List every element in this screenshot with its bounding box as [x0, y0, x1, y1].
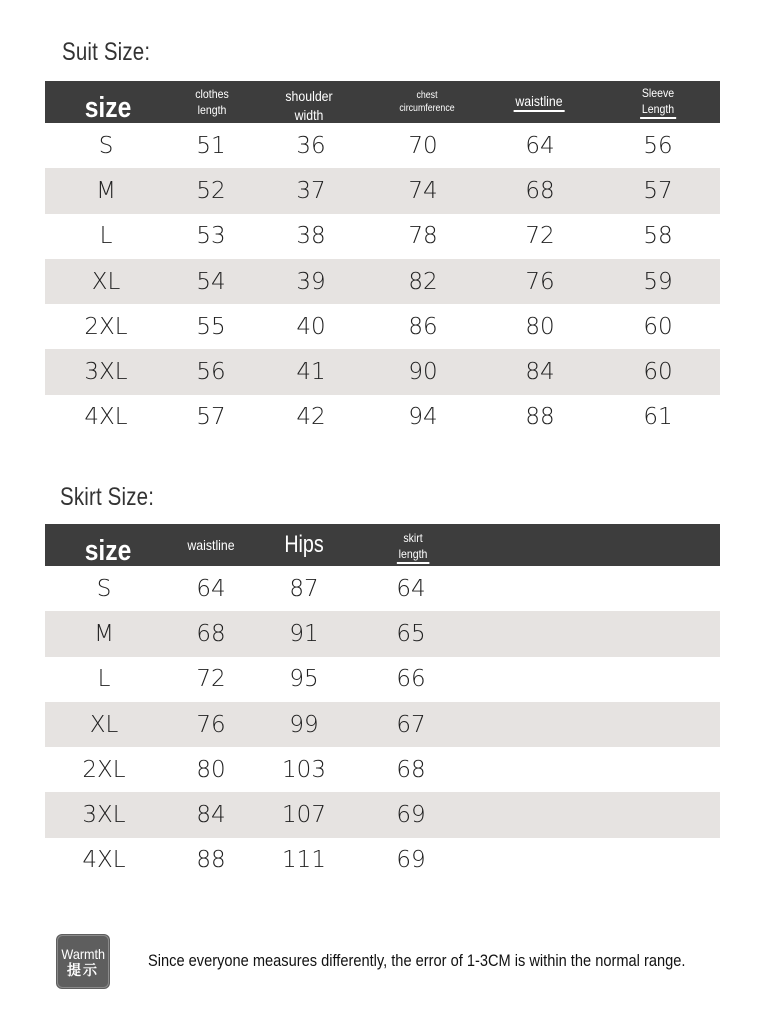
- skirt-table-header: [45, 524, 720, 566]
- suit-size-title: Suit Size:: [62, 38, 151, 66]
- size-cell: XL: [89, 711, 119, 738]
- skirt-header-hips: Hips: [284, 530, 324, 558]
- suit-header-waistline: waistline: [514, 81, 565, 123]
- measurement-note: Since everyone measures differently, the error of 1-3CM is within the normal range.: [148, 951, 686, 970]
- measurement-cell: 36: [296, 132, 326, 159]
- measurement-cell: 80: [196, 756, 226, 783]
- suit-header-shoulder-width: shoulder width: [285, 88, 333, 123]
- measurement-cell: 72: [196, 666, 226, 693]
- measurement-cell: 37: [296, 177, 326, 204]
- suit-size-table: [45, 81, 720, 440]
- measurement-cell: 88: [525, 404, 555, 431]
- measurement-cell: 78: [408, 223, 438, 250]
- suit-header-size: size: [84, 92, 132, 125]
- table-row: [45, 657, 720, 702]
- measurement-cell: 38: [296, 223, 326, 250]
- skirt-header-size: size: [84, 535, 132, 568]
- skirt-header-skirt-length: skirt length: [397, 524, 429, 566]
- measurement-cell: 68: [525, 177, 555, 204]
- measurement-cell: 52: [196, 177, 226, 204]
- measurement-cell: 39: [296, 268, 326, 295]
- measurement-cell: 107: [282, 802, 326, 829]
- size-cell: M: [94, 620, 114, 647]
- measurement-cell: 42: [296, 404, 326, 431]
- size-cell: 2XL: [82, 756, 126, 783]
- size-cell: M: [96, 177, 116, 204]
- size-cell: L: [99, 223, 113, 250]
- table-row: [45, 395, 720, 440]
- measurement-cell: 91: [289, 620, 319, 647]
- suit-header-chest-circumference: chest circumference: [399, 89, 455, 114]
- measurement-cell: 61: [643, 404, 673, 431]
- measurement-cell: 64: [396, 575, 426, 602]
- measurement-cell: 56: [643, 132, 673, 159]
- table-row: [45, 214, 720, 259]
- measurement-cell: 86: [408, 313, 438, 340]
- measurement-cell: 54: [196, 268, 226, 295]
- measurement-cell: 90: [408, 359, 438, 386]
- measurement-cell: 68: [396, 756, 426, 783]
- measurement-cell: 53: [196, 223, 226, 250]
- table-row: [45, 259, 720, 304]
- measurement-cell: 95: [289, 666, 319, 693]
- size-cell: 4XL: [82, 847, 126, 874]
- measurement-cell: 99: [289, 711, 319, 738]
- measurement-cell: 65: [396, 620, 426, 647]
- size-cell: 3XL: [82, 802, 126, 829]
- measurement-cell: 68: [196, 620, 226, 647]
- table-row: [45, 123, 720, 168]
- table-row: [45, 304, 720, 349]
- table-row: [45, 747, 720, 792]
- warmth-tip-logo: [56, 934, 110, 989]
- size-cell: 4XL: [84, 404, 128, 431]
- size-cell: 2XL: [84, 313, 128, 340]
- measurement-cell: 51: [196, 132, 226, 159]
- measurement-cell: 69: [396, 802, 426, 829]
- measurement-cell: 64: [196, 575, 226, 602]
- logo-text-warmth: Warmth: [61, 945, 105, 962]
- skirt-table-body: [45, 566, 720, 883]
- measurement-cell: 103: [282, 756, 326, 783]
- measurement-cell: 88: [196, 847, 226, 874]
- measurement-cell: 58: [643, 223, 673, 250]
- table-row: [45, 838, 720, 883]
- table-row: [45, 168, 720, 213]
- size-cell: 3XL: [84, 359, 128, 386]
- measurement-cell: 60: [643, 359, 673, 386]
- measurement-cell: 60: [643, 313, 673, 340]
- size-cell: S: [96, 575, 112, 602]
- table-row: [45, 611, 720, 656]
- suit-header-clothes-length: clothes length: [195, 86, 229, 117]
- suit-table-header: [45, 81, 720, 123]
- measurement-cell: 56: [196, 359, 226, 386]
- size-cell: S: [98, 132, 114, 159]
- skirt-size-title: Skirt Size:: [60, 483, 155, 511]
- measurement-cell: 87: [289, 575, 319, 602]
- table-row: [45, 792, 720, 837]
- measurement-cell: 70: [408, 132, 438, 159]
- measurement-cell: 94: [408, 404, 438, 431]
- measurement-cell: 67: [396, 711, 426, 738]
- measurement-cell: 111: [282, 847, 326, 874]
- measurement-cell: 72: [525, 223, 555, 250]
- skirt-header-waistline: waistline: [187, 536, 235, 553]
- footer-note: [56, 934, 736, 990]
- table-row: [45, 566, 720, 611]
- measurement-cell: 40: [296, 313, 326, 340]
- measurement-cell: 74: [408, 177, 438, 204]
- measurement-cell: 57: [196, 404, 226, 431]
- measurement-cell: 64: [525, 132, 555, 159]
- measurement-cell: 59: [643, 268, 673, 295]
- suit-table-body: [45, 123, 720, 440]
- measurement-cell: 84: [196, 802, 226, 829]
- skirt-size-table: [45, 524, 720, 883]
- measurement-cell: 41: [296, 359, 326, 386]
- measurement-cell: 82: [408, 268, 438, 295]
- suit-header-sleeve-length: Sleeve Length: [640, 81, 676, 123]
- measurement-cell: 76: [196, 711, 226, 738]
- size-cell: XL: [91, 268, 121, 295]
- measurement-cell: 84: [525, 359, 555, 386]
- table-row: [45, 702, 720, 747]
- measurement-cell: 80: [525, 313, 555, 340]
- measurement-cell: 66: [396, 666, 426, 693]
- table-row: [45, 349, 720, 394]
- measurement-cell: 76: [525, 268, 555, 295]
- measurement-cell: 55: [196, 313, 226, 340]
- measurement-cell: 57: [643, 177, 673, 204]
- size-cell: L: [97, 666, 111, 693]
- measurement-cell: 69: [396, 847, 426, 874]
- logo-text-tip: 提示: [67, 961, 99, 978]
